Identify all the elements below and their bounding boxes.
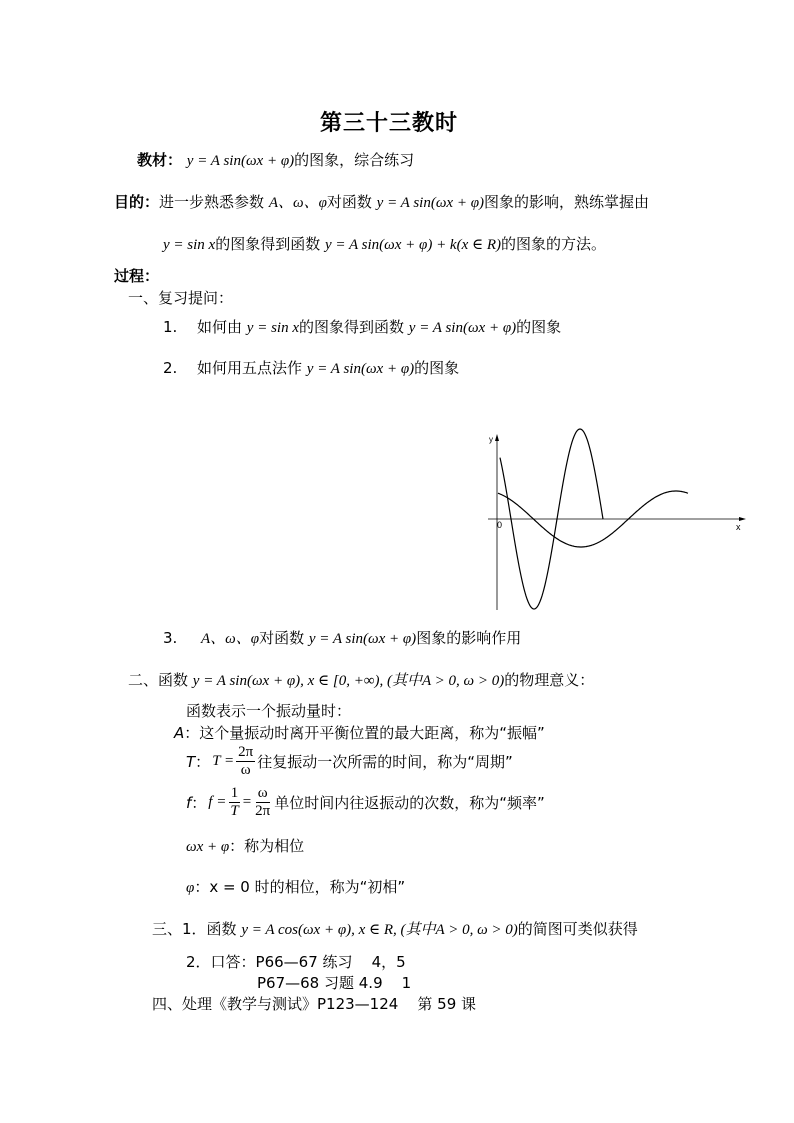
- section4-line: 四、处理《教学与测试》P123—124 第 59 课: [152, 995, 477, 1013]
- y-axis-label: y: [489, 435, 493, 444]
- frequency-numerator-1: 1: [230, 785, 239, 801]
- frequency-fraction-2: [253, 785, 272, 820]
- period-lhs: T =: [212, 753, 235, 769]
- goal-line2-text-1: 的图象得到函数: [215, 235, 321, 253]
- amplitude-line: [174, 722, 545, 743]
- section3-line-2: [186, 951, 406, 972]
- question-2-text-1: 如何用五点法作: [197, 359, 303, 377]
- section2-formula: y = A sin(ωx + φ), x ∈ [0, +∞), (其中A > 0, ω > 0): [192, 673, 505, 689]
- section2-heading-prefix: 二、函数: [128, 671, 189, 689]
- question-2-text-2: 的图象: [414, 359, 460, 377]
- goal-text-1: 进一步熟悉参数: [159, 193, 265, 211]
- section3-line-1: [152, 918, 638, 939]
- question-1-formula-1: y = sin x: [246, 320, 299, 336]
- goal-line2-formula-2: y = A sin(ωx + φ) + k(x ∈ R): [325, 237, 502, 253]
- oral-answer-label: 2．口答：: [186, 953, 256, 971]
- question-1-text-2: 的图象得到函数: [299, 318, 405, 336]
- goal-line2-text-2: 的图象的方法。: [501, 235, 607, 253]
- initial-phase-formula: φ: [186, 880, 195, 896]
- goal-line-1: [114, 191, 649, 212]
- goal-label: 目的：: [114, 193, 160, 211]
- question-3-text-1: 对函数: [259, 629, 305, 647]
- page-title: 第三十三教时: [320, 111, 459, 136]
- phase-line: [186, 835, 304, 856]
- y-axis-arrow: [495, 434, 499, 441]
- section3-line-3: P67—68 习题 4.9 1: [257, 974, 412, 992]
- phase-text: ：称为相位: [229, 837, 305, 855]
- period-denominator: ω: [240, 762, 251, 778]
- initial-phase-text: ：x = 0 时的相位，称为“初相”: [194, 878, 406, 896]
- question-1-formula-2: y = A sin(ωx + φ): [408, 320, 517, 336]
- material-formula: y = A sin(ωx + φ): [186, 153, 295, 169]
- frequency-equals: =: [242, 794, 252, 810]
- period-colon: ：: [195, 753, 211, 771]
- section2-intro: 函数表示一个振动量时：: [186, 702, 352, 720]
- section3-prefix: 三、1．函数: [152, 920, 237, 938]
- process-label: 过程：: [114, 267, 160, 285]
- question-3-num: 3.: [163, 629, 178, 647]
- question-3-formula: y = A sin(ωx + φ): [308, 631, 417, 647]
- period-fraction: [236, 744, 255, 779]
- question-2-num: 2.: [163, 359, 178, 377]
- question-3-text-2: 图象的影响作用: [416, 629, 522, 647]
- period-text: 往复振动一次所需的时间，称为“周期”: [257, 753, 513, 771]
- oral-answer-exercise: P66—67 练习 4，5: [255, 953, 406, 971]
- question-1: [163, 316, 561, 337]
- section3-suffix: 的简图可类似获得: [517, 920, 638, 938]
- frequency-colon: ：: [191, 794, 207, 812]
- material-text: 的图象，综合练习: [294, 151, 415, 169]
- section2-heading-tail: 的物理意义：: [504, 671, 595, 689]
- x-axis-label: x: [736, 522, 741, 532]
- section2-heading: [128, 669, 594, 690]
- frequency-text: 单位时间内往返振动的次数，称为“频率”: [274, 794, 545, 812]
- origin-label: 0: [497, 520, 503, 530]
- question-1-num: 1.: [163, 318, 178, 336]
- goal-formula: y = A sin(ωx + φ): [376, 195, 484, 211]
- frequency-lhs: f =: [208, 794, 227, 810]
- frequency-numerator-2: ω: [257, 785, 268, 801]
- question-1-text-3: 的图象: [516, 318, 562, 336]
- sine-graph: [480, 420, 760, 620]
- x-axis-arrow: [739, 517, 746, 521]
- period-numerator: 2π: [238, 744, 254, 760]
- question-1-text-1: 如何由: [197, 318, 243, 336]
- frequency-denominator-2: 2π: [255, 803, 271, 819]
- goal-line2-formula-1: y = sin x: [163, 237, 216, 253]
- frequency-label: f: [186, 793, 192, 812]
- frequency-line: [186, 785, 545, 820]
- question-2-formula: y = A sin(ωx + φ): [306, 361, 415, 377]
- goal-params: A、ω、φ: [268, 195, 327, 211]
- goal-text-2: 对函数: [326, 193, 372, 211]
- section3-formula: y = A cos(ωx + φ), x ∈ R, (其中A > 0, ω > 0): [241, 922, 518, 938]
- material-label: 教材：: [137, 151, 183, 169]
- question-2: [163, 357, 459, 378]
- amplitude-text: ：这个量振动时离开平衡位置的最大距离，称为“振幅”: [184, 724, 545, 742]
- section1-heading: 一、复习提问：: [128, 289, 234, 307]
- question-3: [163, 627, 521, 648]
- phase-formula: ωx + φ: [186, 839, 230, 855]
- frequency-fraction-1: [228, 785, 240, 820]
- question-3-params: A、ω、φ: [201, 631, 260, 647]
- period-label: T: [186, 752, 196, 771]
- initial-phase-line: [186, 876, 405, 897]
- material-line: [137, 149, 414, 170]
- goal-line-2: [163, 233, 606, 254]
- amplitude-label: A: [174, 724, 185, 742]
- goal-text-3: 图象的影响，熟练掌握由: [484, 193, 650, 211]
- period-line: [186, 744, 513, 779]
- frequency-denominator-1: T: [230, 803, 239, 819]
